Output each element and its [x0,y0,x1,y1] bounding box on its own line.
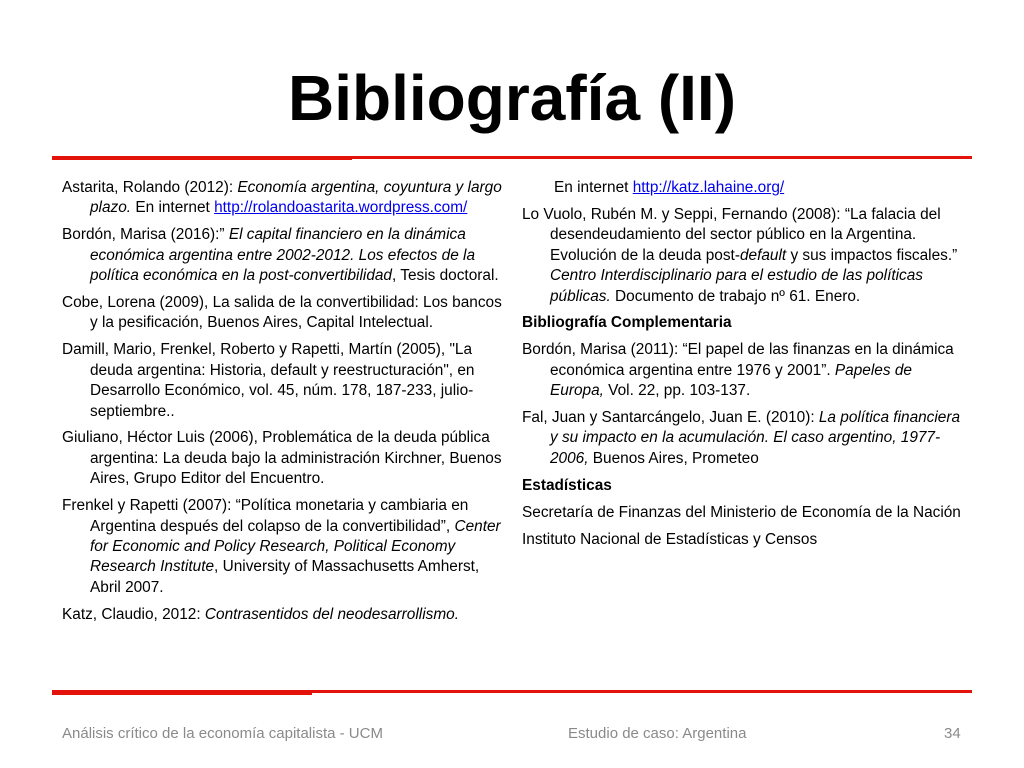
bib-entry-damill: Damill, Mario, Frenkel, Roberto y Rapetti, Martín (2005), "La deuda argentina: Historia, default y reestructuración", en Desarrollo Económico, vol. 45, núm. 178, 187-233, julio-septiembre.. [62,341,475,420]
bib-entry-cobe: Cobe, Lorena (2009), La salida de la convertibilidad: Los bancos y la pesificación, Buenos Aires, Capital Intelectual. [62,294,502,332]
bib-entry-lo-vuolo: Lo Vuolo, Rubén M. y Seppi, Fernando (2008): “La falacia del desendeudamiento del sector público en la Argentina. Evolución de la deuda post-default y sus impactos fiscales.” Centro Interdisciplinario para el estudio de las políticas públicas. Documento de trabajo nº 61. Enero. [522,205,958,305]
bib-entry-frenkel-rapetti: Frenkel y Rapetti (2007): “Política monetaria y cambiaria en Argentina después del colapso de la convertibilidad”, Center for Economic and Policy Research, Political Economy Research Institute, University of Massachusetts Amherst, Abril 2007. [62,497,501,596]
right-column [522,178,962,557]
link-katz-lahaine[interactable]: http://katz.lahaine.org/ [632,179,785,196]
bib-entry-giuliano: Giuliano, Héctor Luis (2006), Problemática de la deuda pública argentina: La deuda bajo la administración Kirchner, Buenos Aires, Grupo Editor del Encuentro. [62,429,502,488]
link-rolandoastarita[interactable]: http://rolandoastarita.wordpress.com/ [214,199,468,217]
section-heading-estadisticas: Estadísticas [522,476,612,494]
footer-course: Análisis crítico de la economía capitalista - UCM [62,725,383,742]
footer-topic: Estudio de caso: Argentina [568,725,747,742]
page-number: 34 [944,725,961,742]
bib-entry-fal-santarcangelo: Fal, Juan y Santarcángelo, Juan E. (2010): La política financiera y su impacto en la acumulación. El caso argentino, 1977-2006, Buenos Aires, Prometeo [522,409,961,467]
bib-entry-katz: Katz, Claudio, 2012: Contrasentidos del neodesarrollismo. [62,605,459,623]
bottom-divider-accent [52,690,312,695]
section-heading-complementaria: Bibliografía Complementaria [522,314,732,332]
left-column [62,178,502,632]
bib-entry-bordon-2016: Bordón, Marisa (2016):” El capital financiero en la dinámica económica argentina entre 2002-2012. Los efectos de la política económica en la post-convertibilidad, Tesis doctoral. [62,226,499,285]
top-divider-accent [52,156,352,160]
bib-entry-secretaria-finanzas: Secretaría de Finanzas del Ministerio de Economía de la Nación [522,503,961,521]
bib-entry-katz-continued: En internet http://katz.lahaine.org/ [554,179,785,196]
slide-title: Bibliografía (II) [288,62,736,134]
bib-entry-indec: Instituto Nacional de Estadísticas y Censos [522,530,818,548]
bib-entry-bordon-2011: Bordón, Marisa (2011): “El papel de las finanzas en la dinámica económica argentina entre 1976 y 2001”. Papeles de Europa, Vol. 22, pp. 103-137. [522,341,954,400]
bib-entry-astarita: Astarita, Rolando (2012): Economía argentina, coyuntura y largo plazo. En internet http://rolandoastarita.wordpress.com/ [62,179,502,217]
